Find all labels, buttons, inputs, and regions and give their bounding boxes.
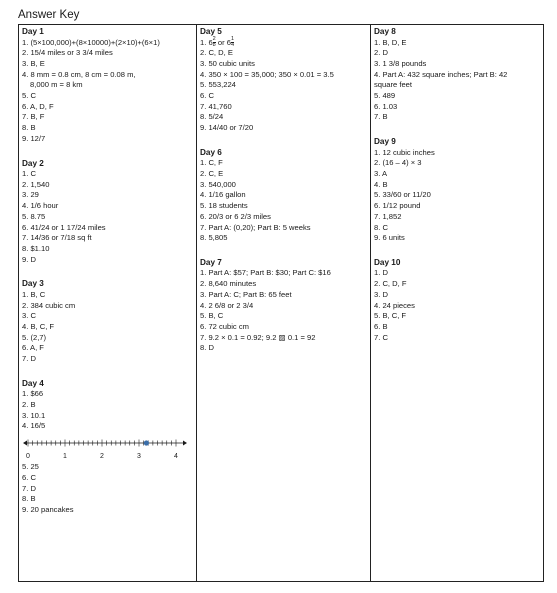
number-line-tick-label: 4	[174, 453, 178, 461]
answer-line: 3. 29	[22, 190, 39, 200]
answer-line: 3. 540,000	[200, 179, 236, 189]
answer-line: 2. 1,540	[22, 179, 50, 189]
answer-line: 8. D	[200, 343, 214, 353]
answer-line: 8. 5/24	[200, 112, 224, 122]
answer-line: 1. D	[374, 268, 388, 278]
fraction-numerator: 2	[212, 35, 216, 42]
answer-line: 3. 50 cubic units	[200, 58, 255, 68]
day-1-section	[22, 27, 196, 145]
answer-line: 4. 1/16 gallon	[200, 190, 246, 200]
answer-line: 8,000 m = 8 km	[30, 80, 83, 90]
answer-line: 5. B, C, F	[374, 311, 407, 321]
answer-line: 7. D	[22, 483, 36, 493]
answer-line: 4. 8 mm = 0.8 cm, 8 cm = 0.08 m,	[22, 69, 136, 79]
answer-line: 1. 12 cubic inches	[374, 147, 435, 157]
answer-line: 1. B, D, E	[374, 37, 407, 47]
day-5-section	[200, 27, 370, 134]
answer-line: 3. Part A: C; Part B: 65 feet	[200, 289, 292, 299]
answer-line: 8. B	[22, 494, 36, 504]
column-2	[196, 25, 370, 581]
answer-line: 2. C, D, F	[374, 279, 407, 289]
answer-line: 7. B	[374, 112, 388, 122]
day-3-section	[22, 279, 196, 364]
day-2-title: Day 2	[22, 158, 44, 168]
day-4-section	[22, 379, 196, 516]
left-arrow-icon	[23, 441, 27, 446]
day-8-section	[374, 27, 543, 123]
answer-line: 3. B, E	[22, 58, 45, 68]
answer-line: 6. 20/3 or 6 2/3 miles	[200, 211, 271, 221]
answer-line: 4. 24 pieces	[374, 300, 415, 310]
answer-line: 9. 20 pancakes	[22, 504, 74, 514]
answer-line: 7. 14/36 or 7/18 sq ft	[22, 233, 92, 243]
answer-line: 1. Part A: $57; Part B: $30; Part C: $16	[200, 268, 331, 278]
answer-line: 1. C, F	[200, 158, 223, 168]
day-6-section	[200, 148, 370, 244]
number-line-tick-label: 3	[137, 453, 141, 461]
number-line-point	[144, 440, 149, 445]
number-line-tick-label: 2	[100, 453, 104, 461]
answer-line: 9. 14/40 or 7/20	[200, 123, 254, 133]
answer-line: 6. A, D, F	[22, 101, 54, 111]
answer-line: 3. A	[374, 169, 388, 179]
answer-line: 1. B, C	[22, 289, 46, 299]
answer-line: 2. (16 – 4) × 3	[374, 158, 422, 168]
fraction	[231, 37, 234, 49]
answer-line: 2. 8,640 minutes	[200, 279, 257, 289]
answer-line: 7. Part A: (0,20); Part B: 5 weeks	[200, 222, 311, 232]
answer-line: 2. D	[374, 48, 388, 58]
day-10-section	[374, 258, 543, 343]
answer-line: 3. D	[374, 289, 388, 299]
answer-line: 5. 489	[374, 91, 396, 101]
answer-line: 6. C	[22, 472, 36, 482]
number-line-diagram	[23, 434, 193, 460]
answer-line: 6. 1.03	[374, 101, 398, 111]
answer-line: 9. 12/7	[22, 133, 46, 143]
answer-line: 2. 384 cubic cm	[22, 300, 76, 310]
answer-line: 4. Part A: 432 square inches; Part B: 42	[374, 69, 508, 79]
day-6-title: Day 6	[200, 147, 222, 157]
day-3-title: Day 3	[22, 279, 44, 289]
answer-line: 7. 9.2 × 0.1 = 0.92; 9.2 ▨ 0.1 = 92	[200, 332, 316, 342]
answer-line: 3. 1 3/8 pounds	[374, 58, 427, 68]
answer-key-table	[18, 24, 544, 582]
fraction-denominator: 8	[212, 42, 216, 48]
answer-line: 2. B	[22, 399, 36, 409]
day-7-section	[200, 258, 370, 354]
answer-line: 5. 18 students	[200, 201, 248, 211]
answer-line: 9. D	[22, 254, 36, 264]
answer-line: 7. D	[22, 354, 36, 364]
answer-line: 8. 5,805	[200, 233, 228, 243]
page-title: Answer Key	[18, 9, 80, 21]
answer-line: 5. (2,7)	[22, 332, 47, 342]
column-1	[19, 25, 196, 581]
answer-line: 2. 15/4 miles or 3 3/4 miles	[22, 48, 113, 58]
answer-line: 5. 25	[22, 462, 39, 472]
answer-mid: or 6	[215, 37, 231, 47]
answer-line: 5. 33/60 or 11/20	[374, 190, 431, 200]
answer-line-mixed-number	[200, 35, 370, 49]
answer-line: 6. A, F	[22, 343, 44, 353]
right-arrow-icon	[183, 441, 187, 446]
answer-line: 2. C, D, E	[200, 48, 233, 58]
answer-line: 1. C	[22, 169, 36, 179]
answer-prefix: 1. 6	[200, 37, 213, 47]
answer-line: 4. 2 6/8 or 2 3/4	[200, 300, 254, 310]
answer-line: 8. B	[22, 123, 36, 133]
answer-line: 6. 72 cubic cm	[200, 321, 249, 331]
answer-line: 8. C	[374, 222, 388, 232]
day-1-title: Day 1	[22, 27, 44, 36]
number-line-tick-label: 1	[63, 453, 67, 461]
day-8-title: Day 8	[374, 27, 396, 36]
answer-line: 8. $1.10	[22, 243, 50, 253]
day-9-section	[374, 137, 543, 244]
answer-line: 6. C	[200, 91, 214, 101]
answer-line: 4. B	[374, 179, 388, 189]
answer-line: 5. 553,224	[200, 80, 236, 90]
fraction-numerator: 1	[230, 35, 234, 42]
day-10-title: Day 10	[374, 257, 401, 267]
day-4-title: Day 4	[22, 378, 44, 388]
answer-line: 6. B	[374, 321, 388, 331]
answer-line: 6. 41/24 or 1 17/24 miles	[22, 222, 106, 232]
number-line-tick-label: 0	[26, 453, 30, 461]
answer-line: 4. 16/5	[22, 421, 46, 431]
answer-line: 4. 350 × 100 = 35,000; 350 × 0.01 = 3.5	[200, 69, 334, 79]
day-7-title: Day 7	[200, 257, 222, 267]
answer-line: 5. 8.75	[22, 211, 46, 221]
answer-line: 3. C	[22, 311, 36, 321]
answer-line: square feet	[374, 80, 412, 90]
answer-line: 6. 1/12 pound	[374, 201, 421, 211]
answer-line: 1. $66	[22, 389, 44, 399]
fraction-denominator: 4	[230, 42, 234, 48]
answer-line: 7. 41,760	[200, 101, 232, 111]
answer-line: 5. B, C	[200, 311, 224, 321]
answer-line: 5. C	[22, 91, 36, 101]
day-9-title: Day 9	[374, 137, 396, 147]
answer-line: 7. 1,852	[374, 211, 402, 221]
day-5-title: Day 5	[200, 27, 222, 36]
day-2-section	[22, 159, 196, 266]
answer-line: 7. C	[374, 332, 388, 342]
answer-line: 9. 6 units	[374, 233, 405, 243]
answer-line: 1. (5×100,000)+(8×10000)+(2×10)+(6×1)	[22, 37, 160, 47]
answer-line: 7. B, F	[22, 112, 45, 122]
column-3	[370, 25, 543, 581]
answer-line: 2. C, E	[200, 169, 224, 179]
answer-line: 4. B, C, F	[22, 321, 55, 331]
answer-line: 3. 10.1	[22, 410, 46, 420]
answer-line: 4. 1/6 hour	[22, 201, 59, 211]
